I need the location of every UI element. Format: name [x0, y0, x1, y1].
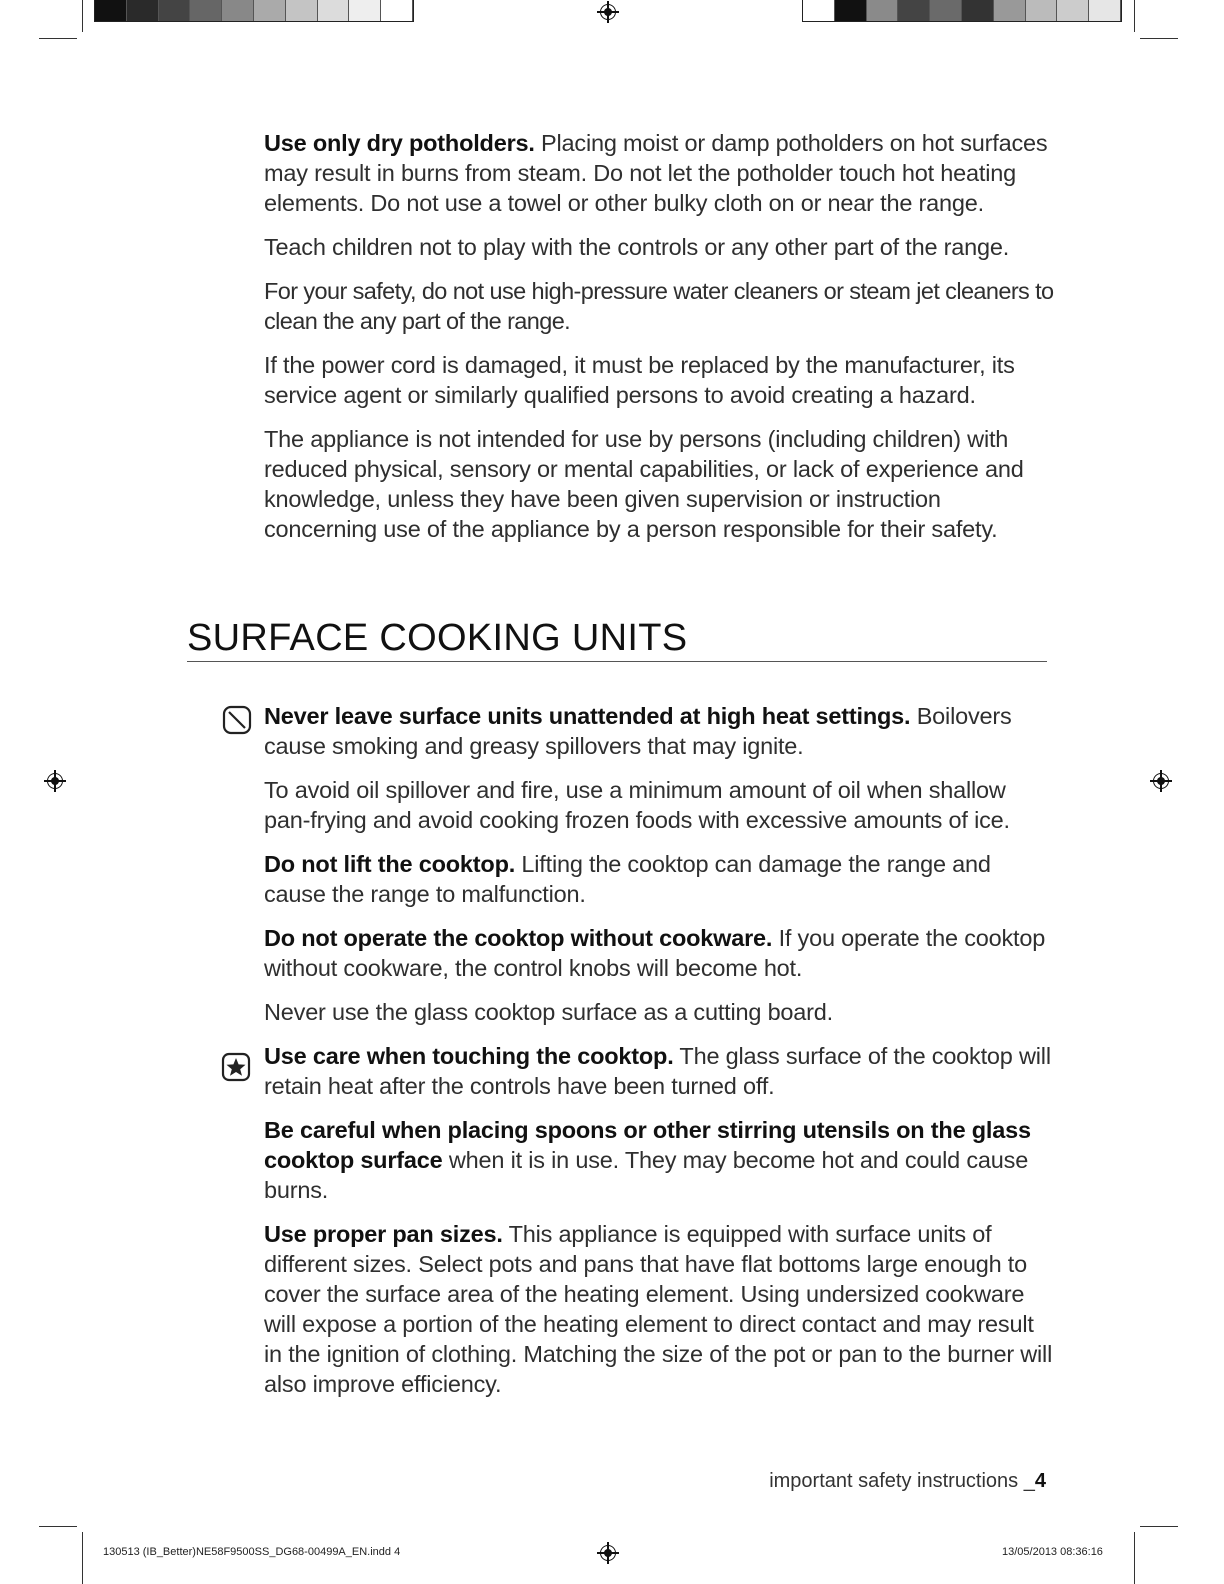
paragraph-text: Lifting the cooktop can damage the range and cause the range to malfunction. [264, 851, 991, 907]
paragraph-lead: Do not operate the cooktop without cookware. [264, 925, 773, 951]
crop-mark [39, 38, 77, 39]
paragraph [264, 701, 1054, 761]
paragraph-text: If the power cord is damaged, it must be replaced by the manufacturer, its service agent or similarly qualified persons to avoid creating a hazard. [264, 352, 1015, 408]
crop-mark [82, 0, 83, 32]
safety-text-top [264, 128, 1054, 558]
paragraph [264, 1115, 1054, 1205]
print-slug-file: 130513 (IB_Better)NE58F9500SS_DG68-00499A_EN.indd 4 [103, 1546, 401, 1558]
section-title: SURFACE COOKING UNITS [187, 615, 1047, 662]
paragraph-text: If you operate the cooktop without cookware, the control knobs will become hot. [264, 925, 1046, 981]
page-footer [769, 1470, 1046, 1493]
crop-mark [1134, 0, 1135, 32]
paragraph [264, 849, 1054, 909]
paragraph [264, 276, 1054, 336]
paragraph-lead: Use only dry potholders. [264, 130, 535, 156]
paragraph-lead: Do not lift the cooktop. [264, 851, 516, 877]
paragraph-text: The glass surface of the cooktop will retain heat after the controls have been turned off. [264, 1043, 1051, 1099]
crop-mark [39, 1526, 77, 1527]
paragraph-text: To avoid oil spillover and fire, use a minimum amount of oil when shallow pan-frying and avoid cooking frozen foods with excessive amounts of ice. [264, 777, 1010, 833]
paragraph-text: Boilovers cause smoking and greasy spillovers that may ignite. [264, 703, 1012, 759]
paragraph [264, 232, 1054, 262]
crop-mark [1140, 38, 1178, 39]
crop-mark [82, 1532, 83, 1584]
paragraph-lead: Use care when touching the cooktop. [264, 1043, 674, 1069]
registration-mark-icon [1150, 770, 1172, 792]
crop-mark [1140, 1526, 1178, 1527]
footer-section-title: important safety instructions _ [769, 1470, 1035, 1492]
color-bar-left [94, 0, 414, 22]
paragraph-text: This appliance is equipped with surface units of different sizes. Select pots and pans that have flat bottoms large enough to cover the surface area of the heating element. Using undersized cookware will expose a portion of the heating element to direct contact and may result in the ignition of clothing. Matching the size of the pot or pan to the burner will also improve efficiency. [264, 1221, 1053, 1397]
paragraph [264, 424, 1054, 544]
paragraph [264, 128, 1054, 218]
paragraph-lead: Be careful when placing spoons or other stirring utensils on the glass cooktop surface [264, 1117, 1031, 1173]
paragraph-text: Teach children not to play with the controls or any other part of the range. [264, 234, 1010, 260]
registration-mark-icon [597, 1542, 619, 1564]
paragraph-lead: Use proper pan sizes. [264, 1221, 503, 1247]
registration-mark-icon [44, 770, 66, 792]
star-note-icon [221, 1052, 251, 1087]
paragraph [264, 997, 1054, 1027]
paragraph-text: Placing moist or damp potholders on hot surfaces may result in burns from steam. Do not let the potholder touch hot heating elements. Do not use a towel or other bulky cloth on or near the range. [264, 130, 1048, 216]
crop-mark [1134, 1532, 1135, 1584]
paragraph [264, 1219, 1054, 1399]
paragraph [264, 775, 1054, 835]
paragraph [264, 350, 1054, 410]
prohibition-icon [222, 705, 252, 740]
paragraph-lead: Never leave surface units unattended at high heat settings. [264, 703, 911, 729]
color-bar-right [802, 0, 1122, 22]
print-slug-timestamp: 13/05/2013 08:36:16 [1002, 1546, 1103, 1558]
paragraph-text: The appliance is not intended for use by persons (including children) with reduced physical, sensory or mental capabilities, or lack of experience and knowledge, unless they have been given supervision or instruction concerning use of the appliance by a person responsible for their safety. [264, 426, 1024, 542]
paragraph-text: Never use the glass cooktop surface as a cutting board. [264, 999, 833, 1025]
page-number: 4 [1034, 1470, 1046, 1492]
paragraph-text: when it is in use. They may become hot and could cause burns. [264, 1147, 1029, 1203]
paragraph [264, 923, 1054, 983]
paragraph-text: For your safety, do not use high-pressure water cleaners or steam jet cleaners to clean the any part of the range. [264, 278, 1054, 334]
paragraph [264, 1041, 1054, 1101]
surface-cooking-text [264, 701, 1054, 1413]
registration-mark-icon [597, 1, 619, 23]
